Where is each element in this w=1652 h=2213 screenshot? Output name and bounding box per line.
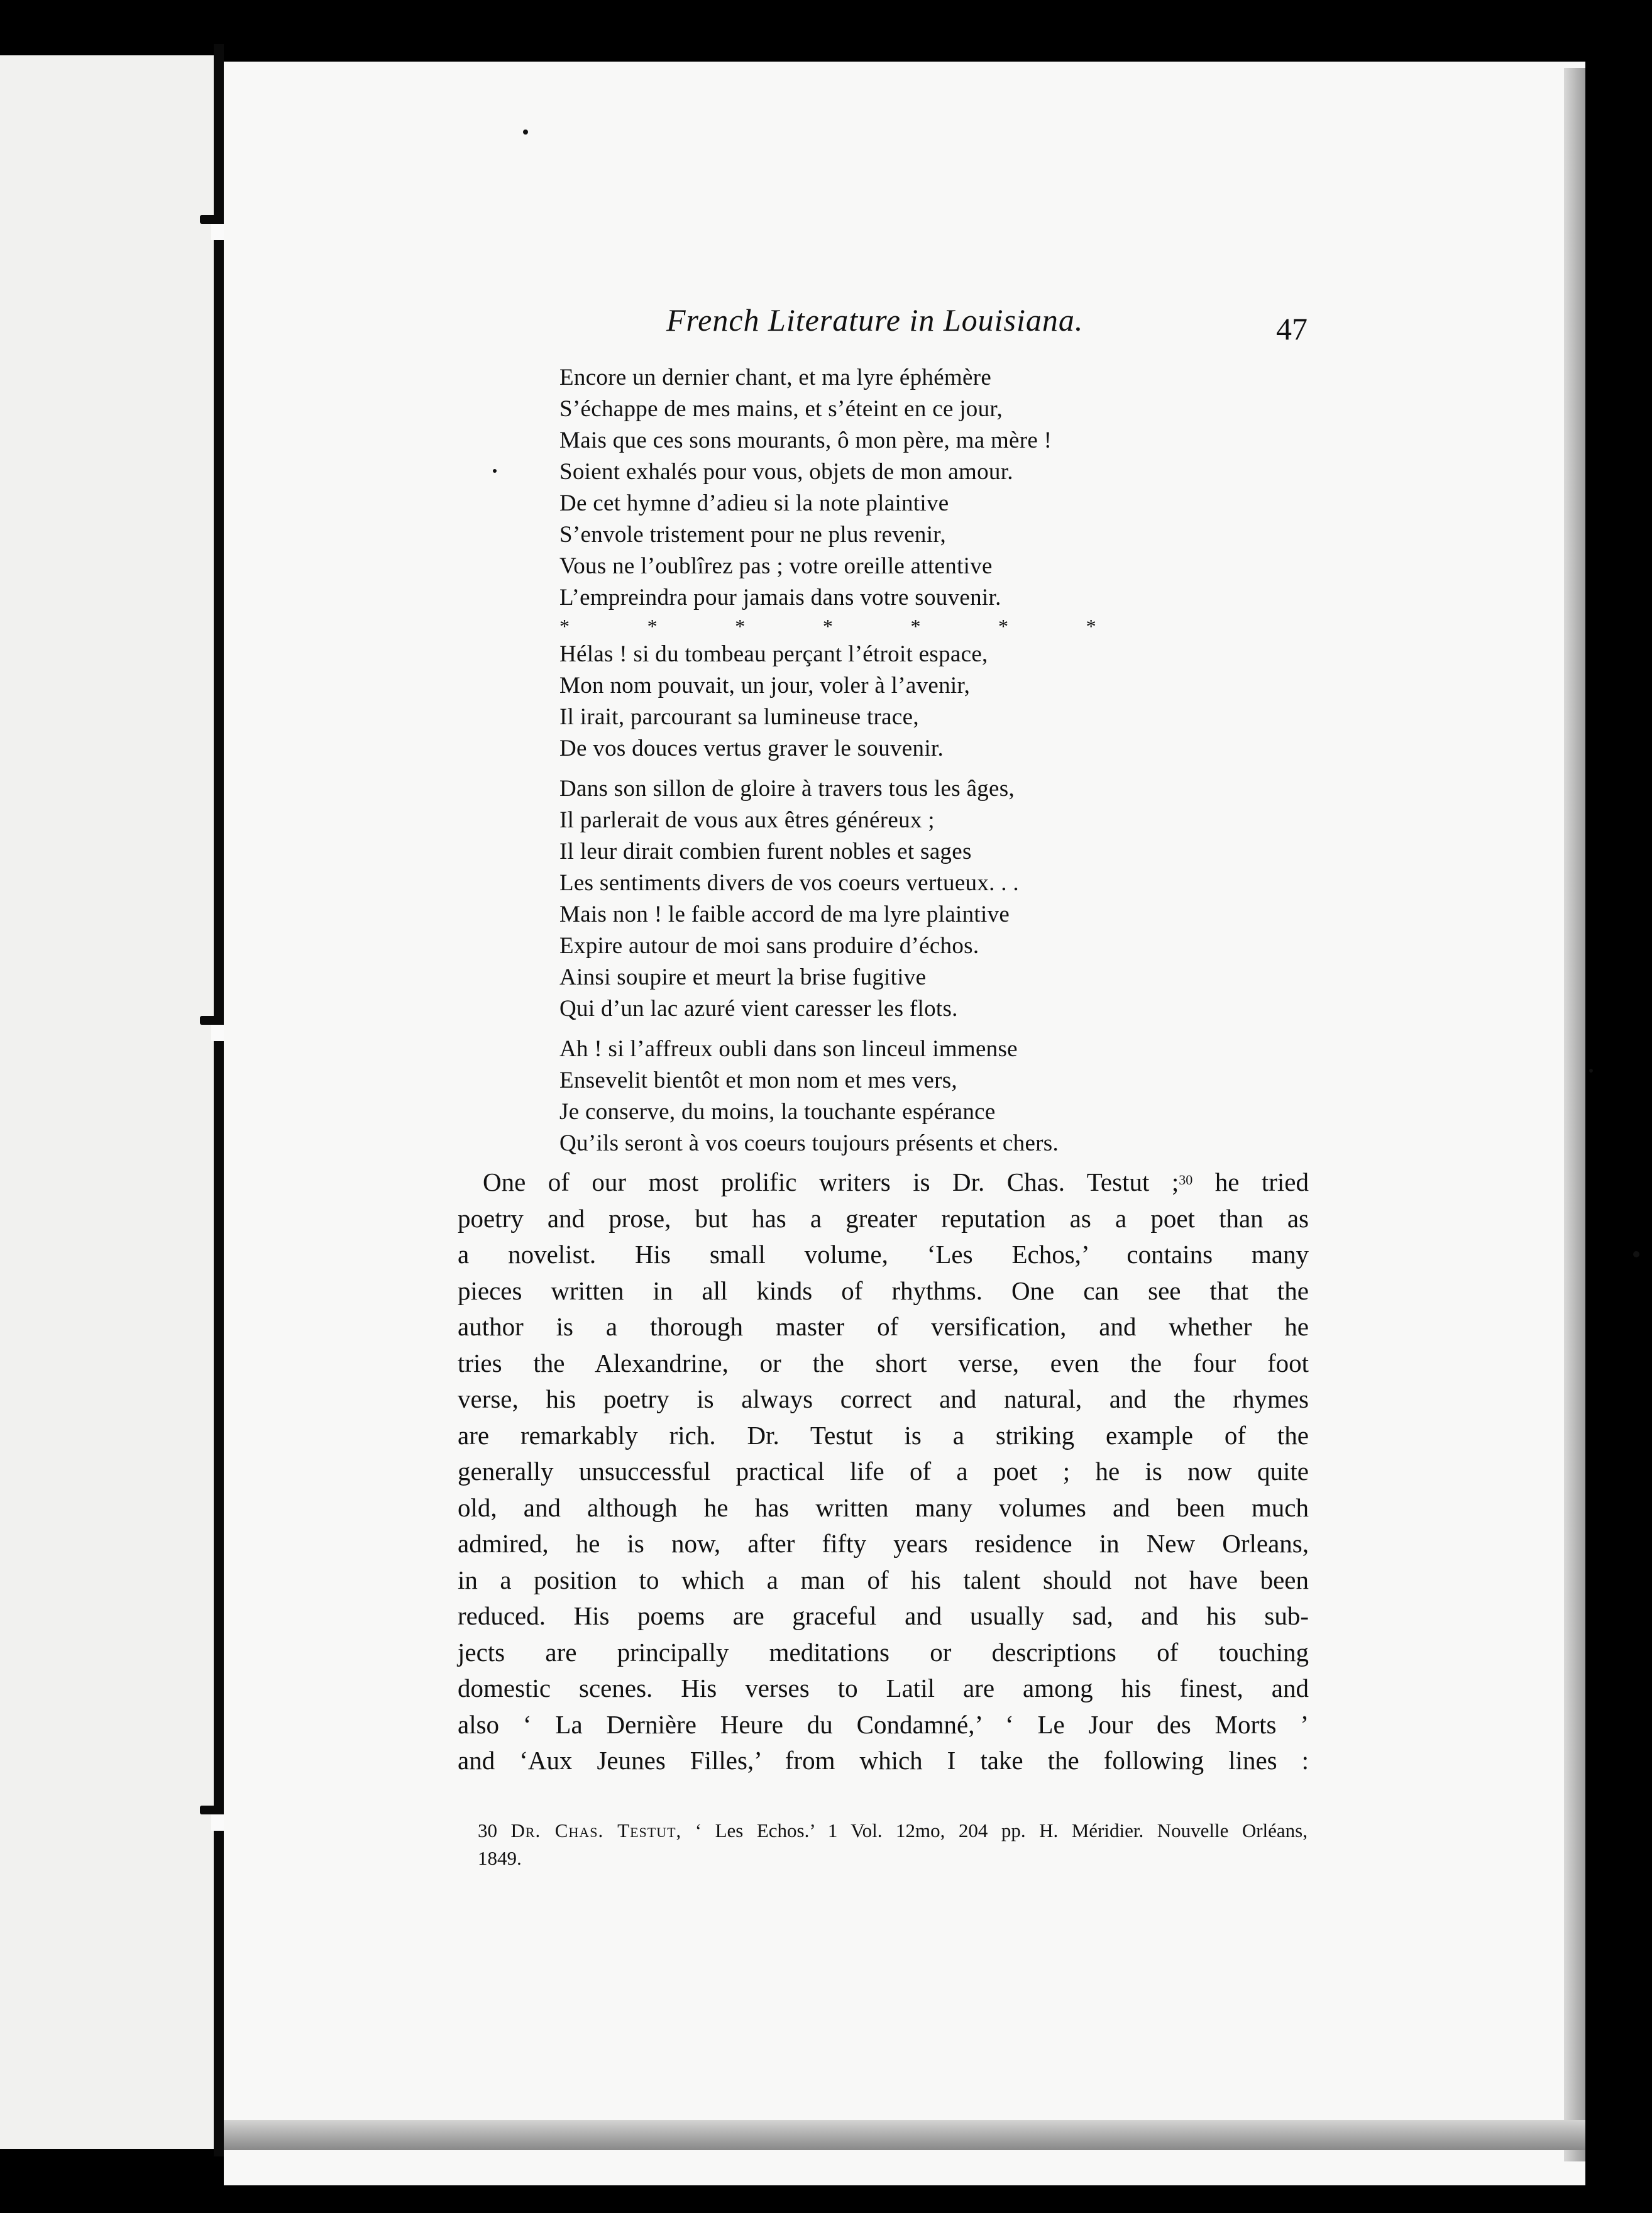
running-title: French Literature in Louisiana. — [666, 302, 1084, 338]
body-paragraph — [458, 1164, 1309, 1779]
paragraph-line: poetry and prose, but has a greater reputation as a poet than as — [458, 1203, 1309, 1233]
poem-line: Encore un dernier chant, et ma lyre éphémère — [559, 365, 992, 390]
footnote-author: Dr. Chas. Testut, — [510, 1819, 682, 1841]
paragraph-line: domestic scenes. His verses to Latil are among his finest, and — [458, 1674, 1309, 1703]
poem-line: Qui d’un lac azuré vient caresser les flots. — [559, 996, 958, 1022]
footnote — [478, 1817, 1308, 1872]
poem-line: S’échappe de mes mains, et s’éteint en ce jour, — [559, 396, 1003, 422]
footnote-reference[interactable]: 30 — [1179, 1172, 1193, 1188]
poem-line: Ensevelit bientôt et mon nom et mes vers, — [559, 1068, 957, 1093]
poem-line: Qu’ils seront à vos coeurs toujours présents et chers. — [559, 1130, 1059, 1156]
poem-line: Il parlerait de vous aux êtres généreux ; — [559, 807, 935, 833]
poem-stanza — [559, 639, 1289, 764]
paragraph-text: he tried — [1192, 1167, 1309, 1196]
facing-page — [0, 55, 221, 2149]
poem-line: Soient exhalés pour vous, objets de mon amour. — [559, 459, 1013, 485]
poem-line: Hélas ! si du tombeau perçant l’étroit espace, — [559, 641, 988, 667]
scan-speck — [1589, 1069, 1593, 1073]
asterisk: * — [998, 615, 1009, 637]
scan-speck — [1633, 1251, 1639, 1257]
paragraph-line: also ‘ La Dernière Heure du Condamné,’ ‘ Le Jour des Morts ’ — [458, 1709, 1309, 1739]
paragraph-line: and ‘Aux Jeunes Filles,’ from which I take the following lines : — [458, 1746, 1309, 1775]
scan-speck — [523, 130, 528, 135]
asterisk: * — [822, 615, 834, 637]
poem-line: Ainsi soupire et meurt la brise fugitive — [559, 964, 927, 990]
footnote-line: 1849. — [478, 1847, 522, 1869]
poem-stanza — [559, 1034, 1289, 1159]
poem-line: Mais que ces sons mourants, ô mon père, ma mère ! — [559, 428, 1052, 453]
asterisk: * — [1086, 615, 1096, 637]
poem-line: S’envole tristement pour ne plus revenir, — [559, 522, 946, 548]
paragraph-line: are remarkably rich. Dr. Testut is a striking example of the — [458, 1420, 1309, 1450]
paragraph-line: a novelist. His small volume, ‘Les Echos,’ contains many — [458, 1240, 1309, 1269]
poem-stanza — [559, 362, 1289, 614]
poem-line: Je conserve, du moins, la touchante espérance — [559, 1099, 996, 1125]
paragraph-line: verse, his poetry is always correct and natural, and the rhymes — [458, 1384, 1309, 1413]
poem-line: Les sentiments divers de vos coeurs vertueux. . . — [559, 870, 1019, 896]
stanza-gap — [559, 1025, 1289, 1034]
paragraph-line: old, and although he has written many volumes and been much — [458, 1493, 1309, 1522]
poem — [559, 362, 1289, 1159]
asterisk: * — [910, 615, 921, 637]
paragraph-line — [458, 1164, 1309, 1201]
asterisk: * — [559, 615, 570, 637]
poem-line: L’empreindra pour jamais dans votre souvenir. — [559, 585, 1001, 610]
asterisk-divider — [559, 614, 1096, 639]
paragraph-line: author is a thorough master of versification, and whether he — [458, 1312, 1309, 1341]
poem-line: Mais non ! le faible accord de ma lyre plaintive — [559, 902, 1010, 927]
poem-line: De cet hymne d’adieu si la note plaintive — [559, 490, 949, 516]
poem-line: De vos douces vertus graver le souvenir. — [559, 736, 944, 761]
paragraph-line: tries the Alexandrine, or the short verse, even the four foot — [458, 1348, 1309, 1377]
paragraph-line: jects are principally meditations or descriptions of touching — [458, 1637, 1309, 1667]
poem-stanza — [559, 773, 1289, 1025]
poem-line: Expire autour de moi sans produire d’échos. — [559, 933, 979, 959]
footnote-number: 30 — [478, 1819, 497, 1841]
paragraph-text: One of our most prolific writers is Dr. Chas. Testut ; — [483, 1167, 1179, 1196]
paragraph-line: admired, he is now, after fifty years residence in New Orleans, — [458, 1529, 1309, 1558]
book-gutter — [214, 44, 224, 2156]
poem-line: Vous ne l’oublîrez pas ; votre oreille attentive — [559, 553, 993, 579]
page-number: 47 — [1276, 311, 1308, 346]
asterisk: * — [647, 615, 658, 637]
paragraph-line: pieces written in all kinds of rhythms. One can see that the — [458, 1276, 1309, 1305]
page-edge — [1564, 68, 1585, 2161]
poem-line: Il leur dirait combien furent nobles et sages — [559, 839, 972, 864]
scan-speck — [493, 469, 497, 473]
asterisk: * — [735, 615, 746, 637]
footnote-line — [478, 1817, 1308, 1845]
footnote-citation: ‘ Les Echos.’ 1 Vol. 12mo, 204 pp. H. Méridier. Nouvelle Orléans, — [681, 1819, 1308, 1841]
poem-line: Mon nom pouvait, un jour, voler à l’avenir, — [559, 673, 971, 698]
paragraph-line: generally unsuccessful practical life of a poet ; he is now quite — [458, 1457, 1309, 1486]
paragraph-line: reduced. His poems are graceful and usually sad, and his sub- — [458, 1601, 1309, 1630]
paragraph-line: in a position to which a man of his talent should not have been — [458, 1565, 1309, 1594]
poem-line: Il irait, parcourant sa lumineuse trace, — [559, 704, 919, 730]
stanza-gap — [559, 764, 1289, 773]
poem-line: Ah ! si l’affreux oubli dans son linceul immense — [559, 1036, 1018, 1062]
page-bottom-edge — [224, 2120, 1585, 2150]
poem-line: Dans son sillon de gloire à travers tous les âges, — [559, 776, 1015, 802]
